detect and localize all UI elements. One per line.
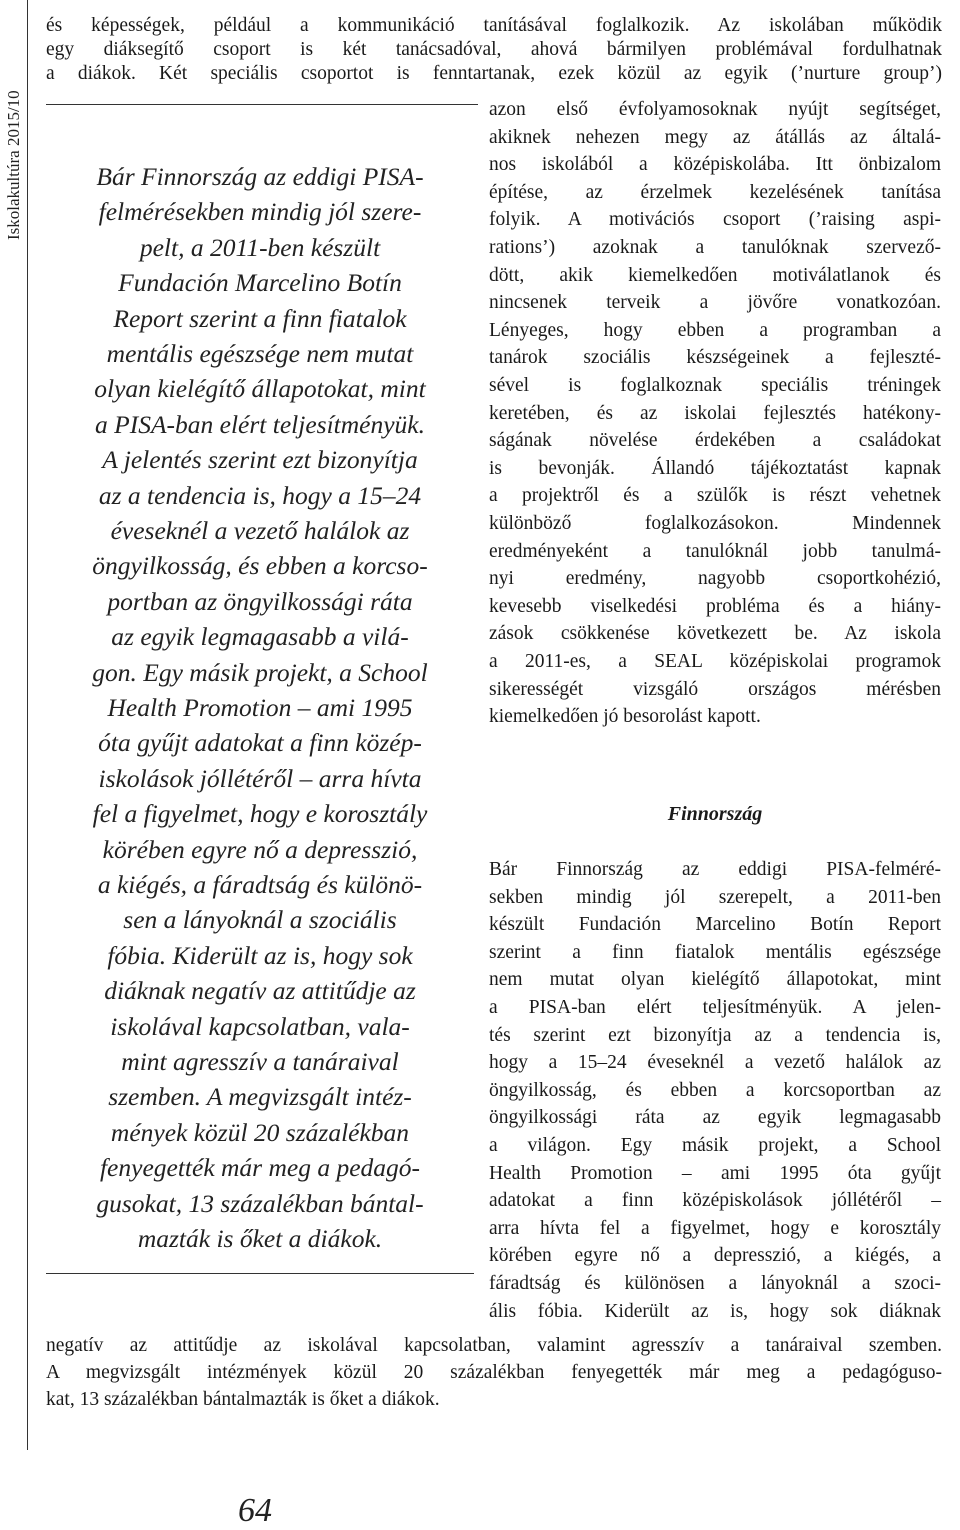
pull-quote-line: fóbia. Kiderült az is, hogy sok: [107, 940, 413, 970]
pull-quote-line: Health Promotion – ami 1995: [107, 693, 413, 722]
pull-quote-line: diáknak negatív az attitűdje az: [104, 976, 416, 1006]
text-line: dött, akik kiemelkedően motiválatlanok és: [489, 264, 941, 286]
text-line: ális fóbia. Kiderült az is, hogy sok diáknak: [489, 1300, 941, 1322]
pull-quote-line: gusokat, 13 százalékban bántal-: [96, 1188, 424, 1218]
pull-quote-line: öngyilkosság, és ebben a korcso-: [92, 551, 428, 581]
pull-quote-line: Report szerint a finn fiatalok: [113, 303, 407, 333]
pull-quote-line: éveseknél a vezető halálok az: [110, 516, 410, 545]
text-line: zások csökkenése következett be. Az iskola: [489, 623, 941, 645]
text-line: eredményeként a tanulóknál jobb tanulmá-: [489, 540, 941, 562]
text-line: adatokat a finn középiskolások jóllétéről –: [489, 1190, 941, 1212]
pull-quote-top-rule: [46, 104, 478, 105]
text-line: és képességek, például a kommunikáció tanításával foglalkozik. Az iskolában működik: [46, 15, 942, 36]
pull-quote-line: az egyik legmagasabb a vilá-: [111, 622, 409, 652]
text-line: Bár Finnország az eddigi PISA-felméré-: [489, 859, 941, 880]
text-line: hogy a 15–24 éveseknél a vezető halálok az: [489, 1052, 941, 1074]
text-line: Lényeges, hogy ebben a programban a: [489, 319, 941, 341]
pull-quote-line: Fundación Marcelino Botín: [118, 268, 402, 298]
pull-quote-line: szemben. A megvizsgált intéz-: [108, 1082, 412, 1112]
text-line: arra hívta fel a figyelmet, hogy e korosztály: [489, 1217, 941, 1239]
pull-quote-line: felmérésekben mindig jól szere-: [98, 197, 422, 227]
text-line: egy diáksegítő csoport is két tanácsadóval, ahová bármilyen problémával fordulhatnak: [46, 39, 942, 60]
pull-quote-line: óta gyűjt adatokat a finn közép-: [98, 728, 422, 758]
text-line: keretében, és az iskolai fejlesztés hatékony-: [489, 402, 941, 424]
text-line: építése, az érzelmek kezelésének tanítása: [489, 181, 941, 203]
margin-rule: [27, 0, 28, 1450]
text-line: akiknek nehezen megy az átállás az általá-: [489, 126, 941, 148]
pull-quote-line: olyan kielégítő állapotokat, mint: [94, 374, 426, 404]
text-line: azon első évfolyamosoknak nyújt segítséget,: [489, 99, 941, 120]
text-line: sikerességét vizsgáló országos mérésben: [489, 678, 941, 700]
running-head-text: Iskolakultúra 2015/10: [4, 90, 23, 240]
running-head: [0, 0, 30, 1500]
pull-quote-line: körében egyre nő a depresszió,: [102, 834, 418, 864]
pull-quote-line: a PISA-ban elért teljesítményük.: [95, 409, 425, 439]
pull-quote-bottom-rule: [46, 1273, 474, 1274]
text-line: folyik. A motivációs csoport (’raising aspi-: [489, 209, 941, 231]
text-line: kevesebb viselkedési probléma és a hiány-: [489, 595, 941, 617]
pull-quote-line: gon. Egy másik projekt, a School: [92, 657, 428, 687]
text-line: Health Promotion – ami 1995 óta gyűjt: [489, 1162, 941, 1184]
text-line: kat, 13 százalékban bántalmazták is őket a diákok.: [46, 1389, 440, 1410]
text-line: nos iskolából a középiskolába. Itt önbizalom: [489, 154, 941, 176]
section-heading: Finnország: [667, 803, 763, 825]
text-line: különböző foglalkozásokon. Mindennek: [489, 513, 941, 534]
pull-quote-line: az a tendencia is, hogy a 15–24: [98, 480, 422, 510]
text-line: öngyilkosság, és ebben a korcsoportban az: [489, 1079, 941, 1101]
text-line: nyi eredmény, nagyobb csoportkohézió,: [489, 568, 941, 590]
pull-quote-line: mint agresszív a tanáraival: [121, 1047, 399, 1076]
pull-quote-line: iskolások jóllétéről – arra hívta: [98, 763, 422, 793]
text-line: sével is foglalkoznak speciális tréningek: [489, 375, 941, 396]
page-number: 64: [238, 1492, 272, 1529]
text-line: körében egyre nő a depresszió, a kiégés, a: [489, 1245, 941, 1267]
text-line: a diákok. Két speciális csoportot is fenntartanak, ezek közül az egyik (’nurture group’): [46, 63, 942, 84]
pull-quote-line: fenyegették már meg a pedagó-: [99, 1153, 421, 1183]
text-line: fáradtság és különösen a lányoknál a szoci-: [489, 1273, 941, 1294]
text-line: készült Fundación Marcelino Botín Report: [489, 914, 941, 936]
pull-quote-line: a kiégés, a fáradtság és különö-: [97, 870, 423, 899]
text-line: a 2011-es, a SEAL középiskolai programok: [489, 651, 941, 672]
text-line: negatív az attitűdje az iskolával kapcsolatban, valamint agresszív a tanáraival szemben.: [46, 1335, 942, 1356]
text-line: sekben mindig jól szerepelt, a 2011-ben: [489, 886, 941, 908]
pull-quote-line: portban az öngyilkossági ráta: [107, 586, 413, 616]
pull-quote-line: A jelentés szerint ezt bizonyítja: [102, 445, 418, 475]
pull-quote-line: mények közül 20 százalékban: [110, 1117, 410, 1147]
text-line: a PISA-ban elért teljesítményük. A jelen-: [489, 997, 941, 1018]
text-line: tanárok szociális készségeinek a fejleszté-: [489, 347, 941, 369]
text-line: a projektről és a szülők is részt vehetnek: [489, 485, 941, 507]
pull-quote-line: mazták is őket a diákok.: [137, 1224, 383, 1253]
text-line: öngyilkossági ráta az egyik legmagasabb: [489, 1107, 941, 1129]
pull-quote-line: pelt, a 2011-ben készült: [139, 232, 381, 262]
text-line: A megvizsgált intézmények közül 20 százalékban fenyegették már meg a pedagóguso-: [46, 1362, 942, 1383]
pull-quote-line: Bár Finnország az eddigi PISA-: [96, 162, 424, 191]
text-line: is bevonják. Állandó tájékoztatást kapnak: [489, 457, 941, 479]
text-line: a világon. Egy másik projekt, a School: [489, 1135, 941, 1156]
pull-quote-line: mentális egészsége nem mutat: [106, 339, 414, 368]
pull-quote-line: fel a figyelmet, hogy e korosztály: [92, 799, 428, 829]
text-line: tés szerint ezt bizonyítja az a tendencia is,: [489, 1024, 941, 1046]
pull-quote-line: iskolával kapcsolatban, vala-: [110, 1011, 410, 1041]
pull-quote-line: sen a lányoknál a szociális: [123, 905, 397, 935]
text-line: nincsenek terveik a jövőre vonatkozóan.: [489, 292, 941, 314]
text-line: nem mutat olyan kielégítő állapotokat, mint: [489, 969, 941, 991]
text-line: kiemelkedően jó besorolást kapott.: [489, 706, 761, 728]
text-line: szerint a finn fiatalok mentális egészsége: [489, 941, 941, 963]
text-line: ságának növelése érdekében a családokat: [489, 430, 941, 452]
text-line: rations’) azoknak a tanulóknak szervező-: [489, 237, 941, 258]
